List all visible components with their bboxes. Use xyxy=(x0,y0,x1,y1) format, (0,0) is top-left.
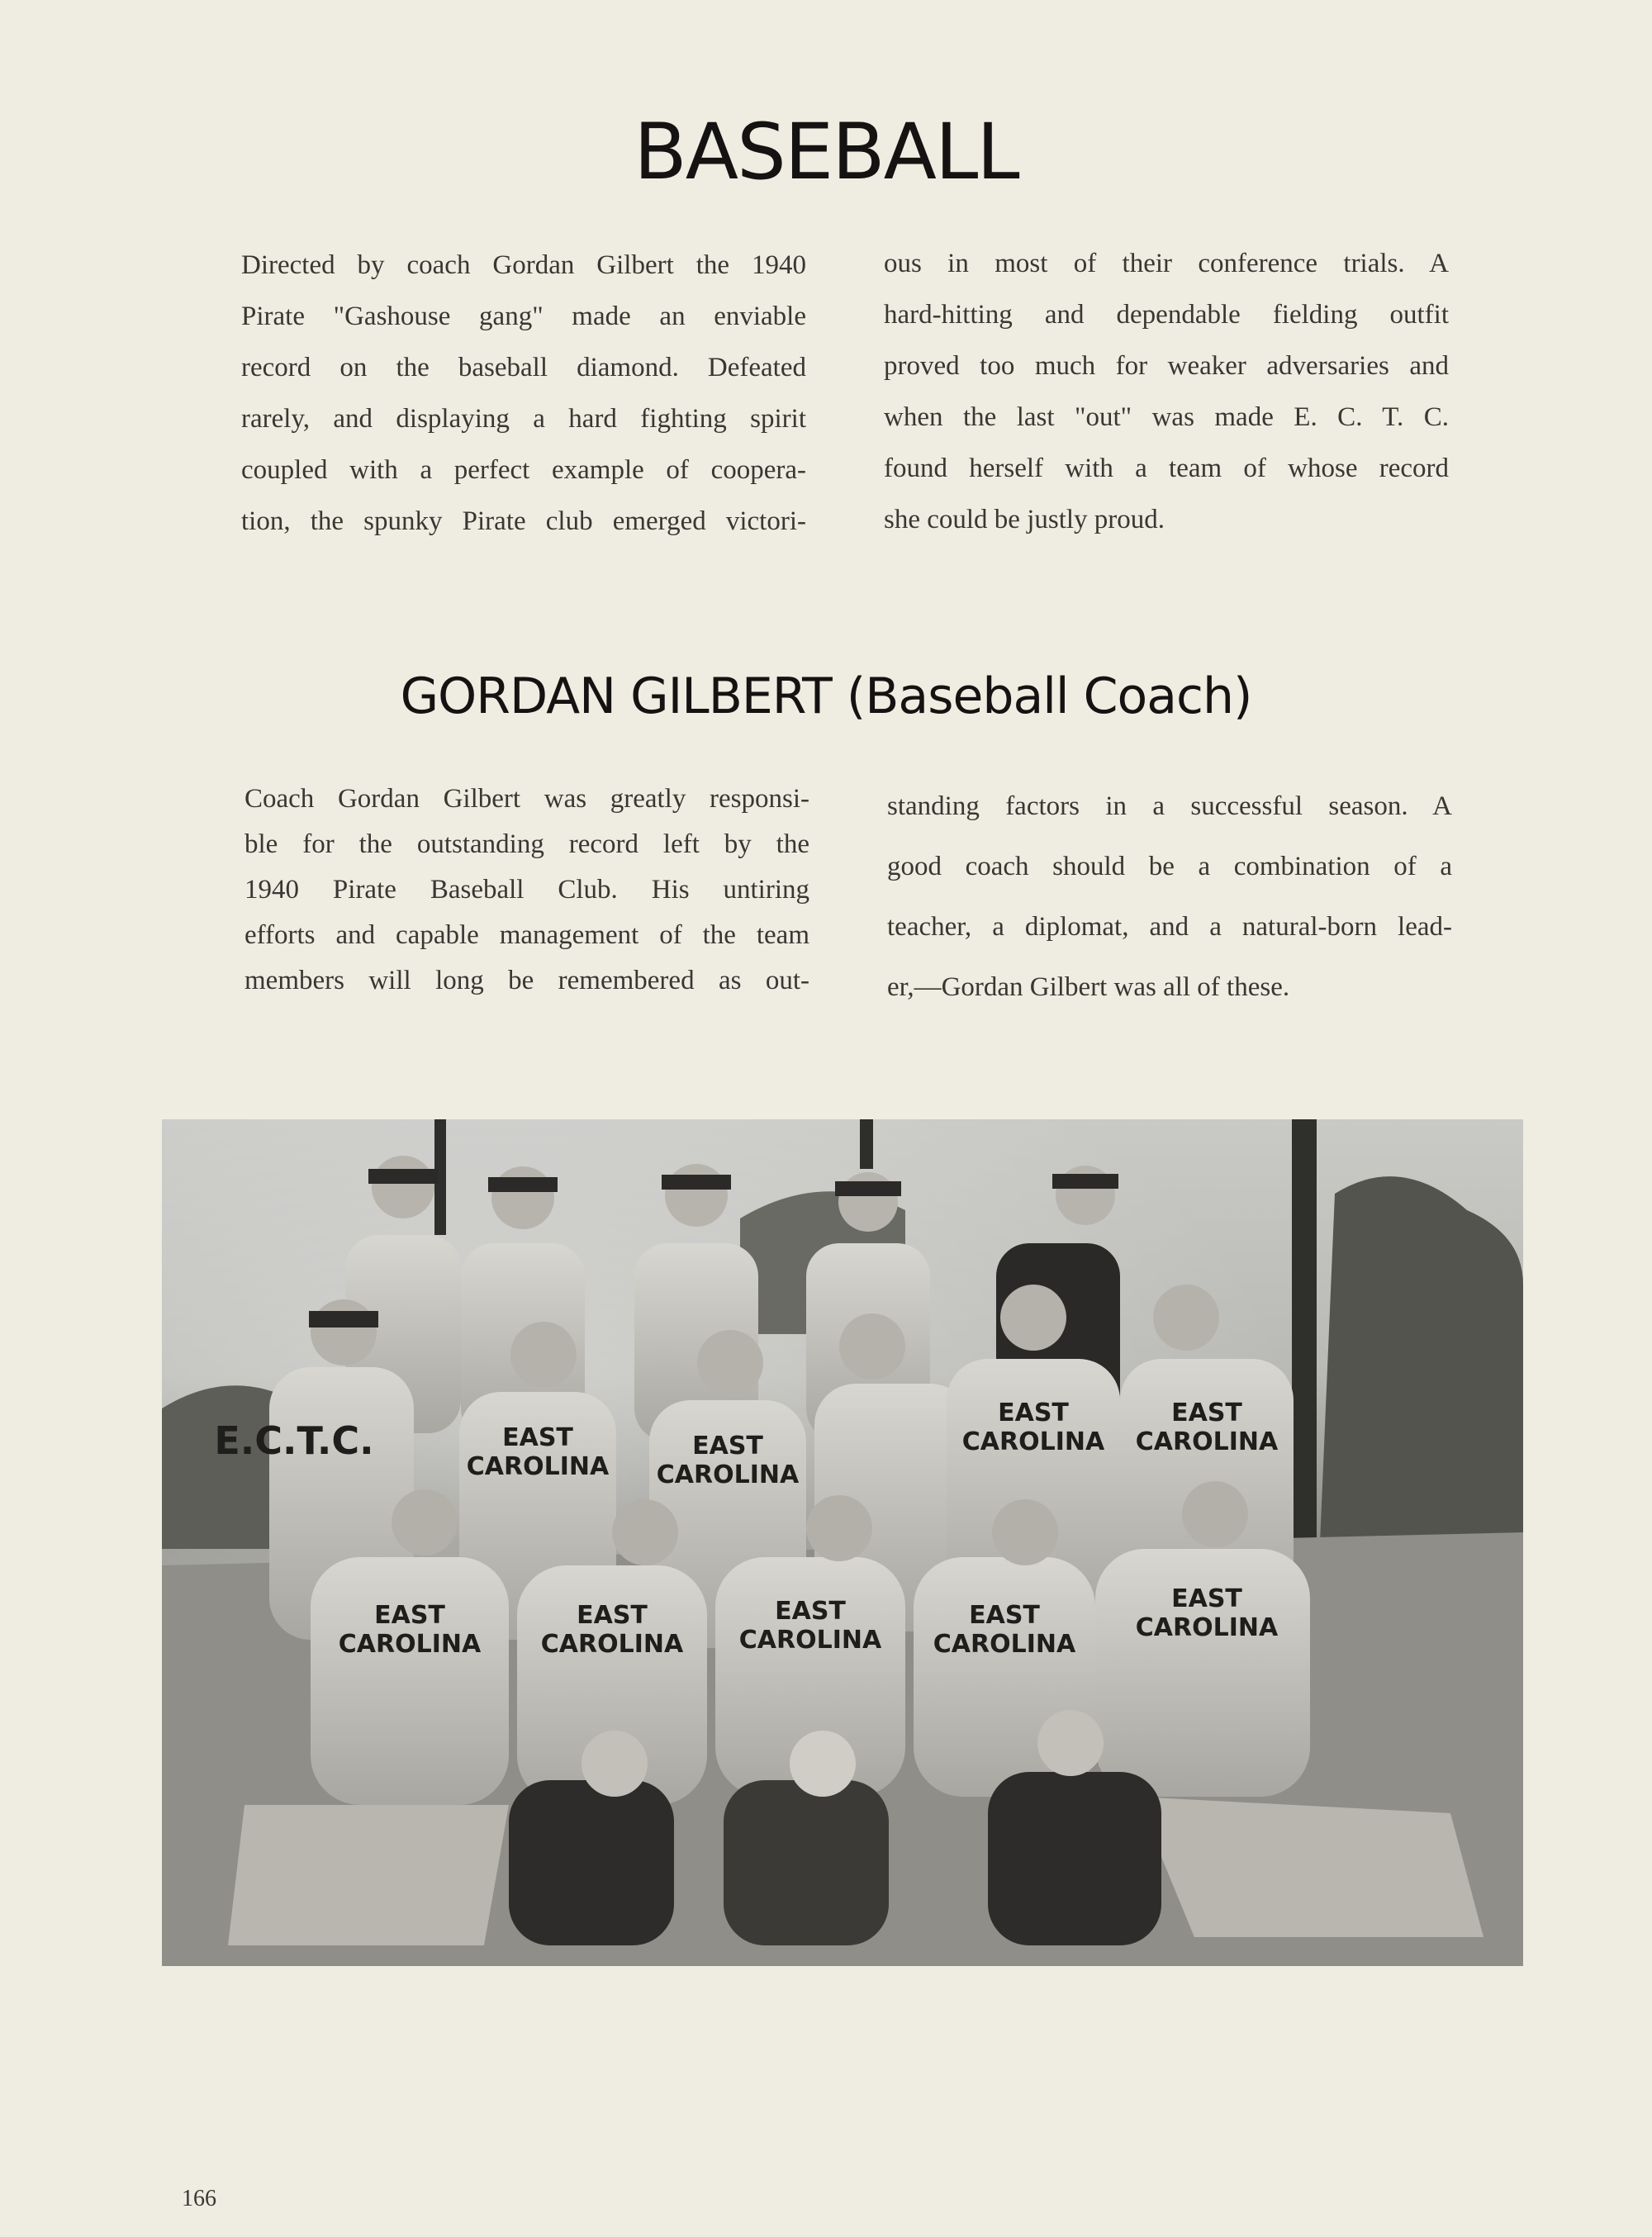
jersey-lettering-carolina: CAROLINA xyxy=(656,1460,800,1489)
coach-column-right xyxy=(887,777,1452,1018)
text-line: hard-hitting and dependable fielding outfit xyxy=(884,300,1449,330)
pole xyxy=(860,1119,873,1169)
text-line: ous in most of their conference trials. A xyxy=(884,249,1449,278)
text-line: ble for the outstanding record left by the xyxy=(244,829,809,859)
text-line: 1940 Pirate Baseball Club. His untiring xyxy=(244,875,809,905)
text-line: efforts and capable management of the team xyxy=(244,920,809,950)
text-line: Pirate "Gashouse gang" made an enviable xyxy=(241,302,806,331)
text-line: she could be justly proud. xyxy=(884,505,1165,534)
text-line: record on the baseball diamond. Defeated xyxy=(241,353,806,382)
team-photo-illustration xyxy=(162,1119,1523,1966)
text-line: er,—Gordan Gilbert was all of these. xyxy=(887,972,1290,1002)
text-line: rarely, and displaying a hard fighting spirit xyxy=(241,404,806,434)
intro-column-left xyxy=(241,240,806,547)
jersey-lettering-carolina: CAROLINA xyxy=(540,1630,684,1659)
jersey-lettering-carolina: CAROLINA xyxy=(933,1630,1076,1659)
text-line: good coach should be a combination of a xyxy=(887,852,1452,881)
jersey-lettering-carolina: CAROLINA xyxy=(1135,1613,1279,1642)
text-line: coupled with a perfect example of coopera- xyxy=(241,455,806,485)
trees-right xyxy=(1318,1176,1523,1582)
text-line: tion, the spunky Pirate club emerged victori- xyxy=(241,506,806,536)
jersey-lettering-carolina: CAROLINA xyxy=(338,1630,482,1659)
pole xyxy=(1292,1119,1317,1582)
jersey-lettering-east: EAST xyxy=(998,1399,1069,1427)
jersey-lettering-east: EAST xyxy=(1171,1584,1242,1613)
jersey-lettering-east: EAST xyxy=(374,1601,445,1630)
text-line: Directed by coach Gordan Gilbert the 1940 xyxy=(241,250,806,280)
intro-column-right xyxy=(884,238,1449,545)
text-line: when the last "out" was made E. C. T. C. xyxy=(884,402,1449,432)
jersey-lettering-carolina: CAROLINA xyxy=(961,1427,1105,1456)
page-title: BASEBALL xyxy=(634,107,1018,197)
jersey-lettering-east: EAST xyxy=(502,1423,573,1452)
jersey-lettering-carolina: CAROLINA xyxy=(466,1452,610,1481)
jersey-lettering-carolina: CAROLINA xyxy=(738,1626,882,1655)
jersey-lettering-east: EAST xyxy=(692,1432,763,1460)
text-line: found herself with a team of whose record xyxy=(884,454,1449,483)
coach-column-left xyxy=(244,777,809,1004)
jersey-lettering-east: EAST xyxy=(969,1601,1040,1630)
text-line: teacher, a diplomat, and a natural-born lead- xyxy=(887,912,1452,942)
team-photo xyxy=(162,1119,1523,1966)
text-line: proved too much for weaker adversaries and xyxy=(884,351,1449,381)
jersey-lettering-east: EAST xyxy=(1171,1399,1242,1427)
text-line: standing factors in a successful season. A xyxy=(887,791,1452,821)
jersey-lettering-east: EAST xyxy=(775,1597,846,1626)
text-line: Coach Gordan Gilbert was greatly responsi- xyxy=(244,784,809,814)
page-number: 166 xyxy=(182,2186,216,2211)
jersey-lettering-east: EAST xyxy=(577,1601,648,1630)
coach-heading: GORDAN GILBERT (Baseball Coach) xyxy=(400,667,1252,725)
bat-boys xyxy=(509,1710,1161,1945)
text-line: members will long be remembered as out- xyxy=(244,966,809,995)
sweater-lettering: E.C.T.C. xyxy=(214,1418,374,1463)
jersey-lettering-carolina: CAROLINA xyxy=(1135,1427,1279,1456)
